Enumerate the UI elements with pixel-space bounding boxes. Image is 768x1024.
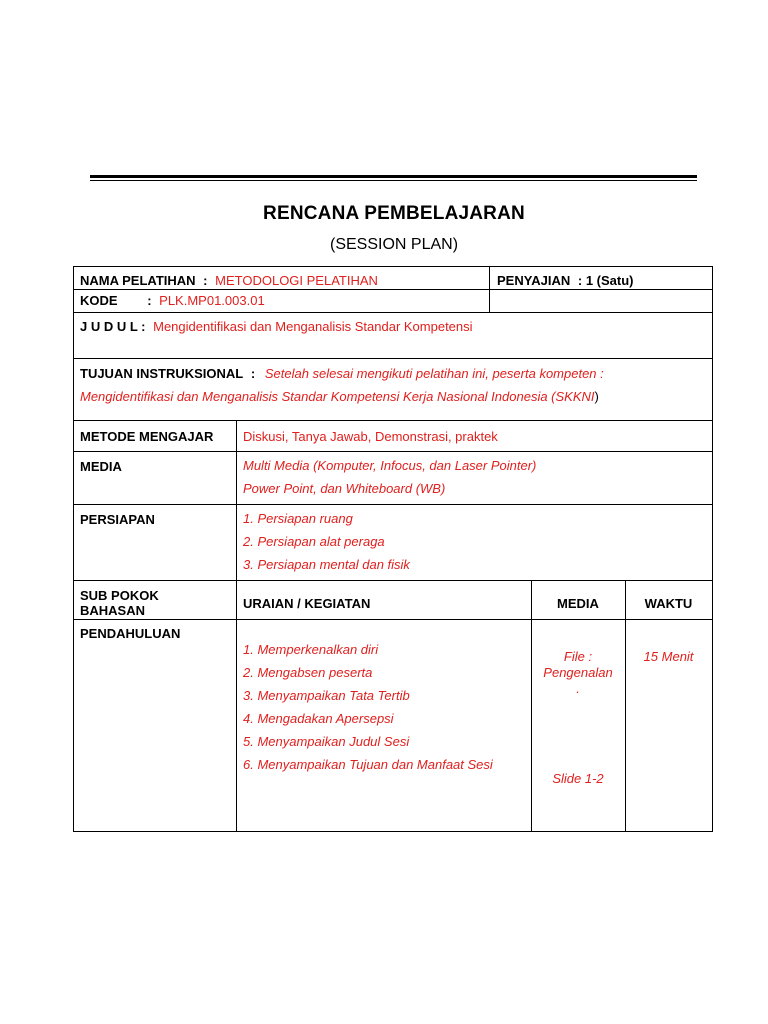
judul-label: J U D U L : — [80, 319, 146, 334]
penyajian-row — [497, 273, 633, 288]
media-line: Power Point, dan Whiteboard (WB) — [243, 481, 446, 496]
pendahuluan-item: 6. Menyampaikan Tujuan dan Manfaat Sesi — [243, 757, 493, 772]
penyajian-value: 1 (Satu) — [585, 273, 634, 288]
media-line: Multi Media (Komputer, Infocus, dan Laser Pointer) — [243, 458, 537, 473]
nama-pelatihan-label: NAMA PELATIHAN — [80, 273, 196, 288]
judul-row — [80, 319, 473, 334]
header-uraian: URAIAN / KEGIATAN — [243, 596, 371, 611]
tujuan-line2: Mengidentifikasi dan Menganalisis Standar Kompetensi Kerja Nasional Indonesia (SKKNI — [80, 389, 595, 404]
header-media: MEDIA — [557, 596, 599, 611]
header-waktu: WAKTU — [644, 596, 693, 611]
top-rule-thick — [90, 175, 697, 178]
pendahuluan-item: 2. Mengabsen peserta — [243, 665, 373, 680]
kode-row — [80, 293, 265, 308]
penyajian-sep: : — [577, 273, 583, 288]
pendahuluan-item: 3. Menyampaikan Tata Tertib — [243, 688, 410, 703]
document-subtitle: (SESSION PLAN) — [329, 236, 459, 253]
metode-label: METODE MENGAJAR — [80, 429, 214, 444]
kode-value: PLK.MP01.003.01 — [159, 293, 265, 308]
tujuan-row-line2 — [80, 389, 599, 404]
pendahuluan-media-slide: Slide 1-2 — [552, 771, 604, 786]
tujuan-sep: : — [250, 366, 256, 381]
top-rule-thin — [90, 180, 697, 181]
nama-pelatihan-sep: : — [203, 273, 208, 288]
kode-label: KODE — [80, 293, 118, 308]
header-sub-pokok-line2: BAHASAN — [80, 603, 145, 618]
kode-sep: : — [147, 293, 152, 308]
persiapan-label: PERSIAPAN — [80, 512, 155, 527]
pendahuluan-media-line2: Pengenalan — [543, 665, 613, 680]
persiapan-item: 1. Persiapan ruang — [243, 511, 353, 526]
tujuan-row-line1 — [80, 366, 604, 381]
pendahuluan-item: 5. Menyampaikan Judul Sesi — [243, 734, 410, 749]
nama-pelatihan-row — [80, 273, 378, 288]
persiapan-list — [243, 507, 410, 576]
penyajian-label: PENYAJIAN — [497, 273, 571, 288]
pendahuluan-media-line1: File : — [563, 649, 593, 664]
persiapan-item: 2. Persiapan alat peraga — [243, 534, 385, 549]
tujuan-label: TUJUAN INSTRUKSIONAL — [80, 366, 244, 381]
nama-pelatihan-value: METODOLOGI PELATIHAN — [215, 273, 378, 288]
judul-value: Mengidentifikasi dan Menganalisis Standar Kompetensi — [153, 319, 473, 334]
media-label: MEDIA — [80, 459, 122, 474]
tujuan-line1: Setelah selesai mengikuti pelatihan ini, peserta kompeten : — [264, 366, 604, 381]
pendahuluan-item: 4. Mengadakan Apersepsi — [243, 711, 394, 726]
pendahuluan-waktu: 15 Menit — [643, 649, 694, 664]
media-lines — [243, 454, 536, 500]
header-sub-pokok-line1: SUB POKOK — [80, 588, 159, 603]
pendahuluan-list — [243, 638, 493, 776]
pendahuluan-item: 1. Memperkenalkan diri — [243, 642, 379, 657]
pendahuluan-label: PENDAHULUAN — [80, 626, 181, 641]
pendahuluan-media-line3: . — [576, 681, 580, 696]
metode-value: Diskusi, Tanya Jawab, Demonstrasi, praktek — [243, 429, 498, 444]
document-title: RENCANA PEMBELAJARAN — [263, 203, 525, 224]
tujuan-line2-end: ) — [594, 389, 599, 404]
persiapan-item: 3. Persiapan mental dan fisik — [243, 557, 410, 572]
